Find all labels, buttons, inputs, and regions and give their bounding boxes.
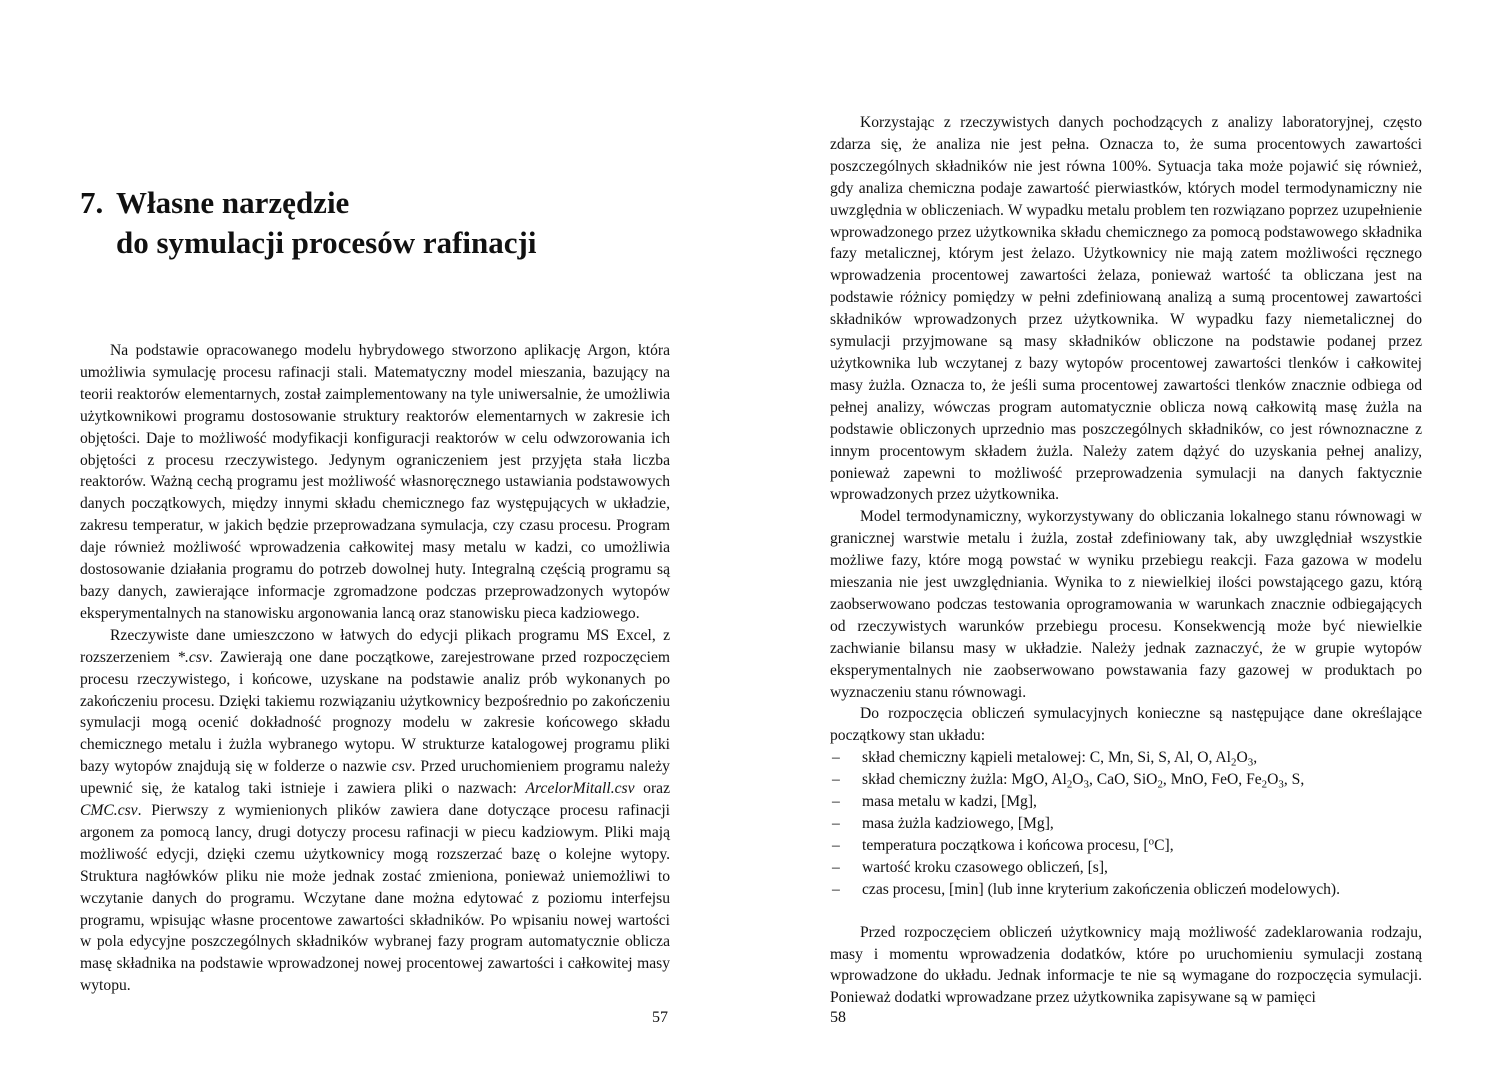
list-dash: – xyxy=(832,771,840,789)
paragraph: Model termodynamiczny, wykorzystywany do obliczania lokalnego stanu równowagi w granicznej warstwie metalu i żużla, został zdefiniowany tak, aby uwzględniał wszystkie możliwe fazy, które mogą powstać w wyniku przebiegu reakcji. Faza gazowa w modelu mieszania nie jest uwzględniania. Wynika to z niewielkiej ilości powstającego gazu, którą zaobserwowano podczas testowania oprogramowania w warunkach znacznie odbiegających od rzeczywistych warunków przebiegu procesu. Konsekwencją może być niewielkie zachwianie bilansu masy w układzie. Należy jednak zaznaczyć, że w grupie wytopów eksperymentalnych nie zaobserwowano powstawania fazy gazowej w produktach po wyznaczeniu stanu równowagi. xyxy=(830,508,1422,701)
text-run: masa metalu w kadzi, [Mg], xyxy=(862,793,1037,811)
subscript: 3 xyxy=(1083,778,1089,791)
subscript: 2 xyxy=(1066,778,1073,791)
file-name: ArcelorMitall.csv xyxy=(525,780,635,798)
text-run: wartość kroku czasowego obliczeń, [s], xyxy=(862,858,1108,876)
list-item xyxy=(830,747,1422,769)
text-run: . Zawierają one dane początkowe, zarejestrowane przed rozpoczęciem procesu rzeczywistego, i końcowe, uzyskane na podstawie analiz prób wykonanych po zakończeniu procesu. Dzięki takiemu rozwiązaniu użytkownicy bezpośrednio po zakończeniu symulacji mogą ocenić dokładność prognozy modelu w zakresie końcowego składu chemicznego metalu i żużla wybranego wytopu. W strukturze katalogowej programu pliki bazy wytopów znajdują się w folderze o nazwie xyxy=(80,648,671,776)
text-run: . Pierwszy z wymienionych plików zawiera dane dotyczące procesu rafinacji argonem za pomocą lancy, drugi dotyczy procesu rafinacji w piecu kadziowym. Pliki mają możliwość edycji, dzięki czemu użytkownicy mogą rozszerzać bazę o kolejne wytopy. Struktura nagłówków pliku nie może jednak zostać zmieniona, ponieważ uniemożliwi to wczytanie danych do programu. Wczytane dane można edytować z poziomu interfejsu programu, wpisując własne procentowe zawartości składników. Po wpisaniu nowej wartości w pola edycyjne poszczególnych składników wybranej fazy program automatycznie oblicza masę składnika na podstawie wprowadzonej nowej procentowej zawartości i całkowitej masy wytopu. xyxy=(80,802,670,995)
right-page xyxy=(750,0,1500,1091)
list-dash: – xyxy=(832,749,840,767)
list-item xyxy=(830,879,1422,901)
text-run: temperatura początkowa i końcowa procesu, [ xyxy=(862,836,1149,854)
subscript: 3 xyxy=(1247,756,1254,769)
paragraph: Do rozpoczęcia obliczeń symulacyjnych konieczne są następujące dane określające początkowy stan układu: xyxy=(830,705,1422,745)
text-run: , MnO, FeO, Fe xyxy=(1162,771,1262,789)
paragraph xyxy=(80,625,670,997)
text-run: O xyxy=(1236,749,1248,767)
right-body-text xyxy=(830,112,1422,1009)
list-dash: – xyxy=(832,836,840,854)
paragraph: Przed rozpoczęciem obliczeń użytkownicy mają możliwość zadeklarowania rodzaju, masy i momentu wprowadzenia dodatków, które po uruchomieniu symulacji zostaną wprowadzone do układu. Jednak informacje te nie są wymagane do rozpoczęcia symulacji. Ponieważ dodatki wprowadzane przez użytkownika zapisywane są w pamięci xyxy=(830,923,1422,1007)
list-item xyxy=(830,791,1422,813)
chapter-title-line1: Własne narzędzie xyxy=(116,185,350,220)
text-run: Rzeczywiste dane umieszczono w łatwych do edycji plikach programu MS Excel, z rozszerzeniem xyxy=(80,626,670,666)
page-number: 58 xyxy=(830,1009,846,1026)
paragraph: Na podstawie opracowanego modelu hybrydowego stworzono aplikację Argon, która umożliwia symulację procesu rafinacji stali. Matematyczny model mieszania, bazujący na teorii reaktorów elementarnych, został zaimplementowany na tyle uniwersalnie, że umożliwia użytkownikowi programu dostosowanie struktury reaktorów elementarnych w zakresie ich objętości. Daje to możliwość modyfikacji konfiguracji reaktorów w celu odwzorowania ich objętości z procesu rzeczywistego. Jedynym ograniczeniem jest przyjęta stała liczba reaktorów. Ważną cechą programu jest możliwość własnoręcznego ustawiania podstawowych danych początkowych, między innymi składu chemicznego faz występujących w układzie, zakresu temperatur, w jakich będzie przeprowadzana symulacja, czy czasu procesu. Program daje również możliwość wprowadzenia całkowitej masy metalu w kadzi, co umożliwia dostosowanie działania programu do potrzeb dowolnej huty. Integralną częścią programu są bazy danych, zawierające informacje zgromadzone podczas przeprowadzonych wytopów eksperymentalnych na stanowisku argonowania lancą oraz stanowisku pieca kadziowego. xyxy=(80,342,670,622)
subscript: 2 xyxy=(1157,778,1163,791)
superscript: o xyxy=(1148,835,1155,848)
list-item xyxy=(830,857,1422,879)
text-run: masa żużla kadziowego, [Mg], xyxy=(862,815,1054,832)
file-extension: *.csv xyxy=(177,648,209,666)
list-item xyxy=(830,835,1422,857)
parameter-list xyxy=(830,747,1422,900)
subscript: 2 xyxy=(1231,756,1237,769)
list-dash: – xyxy=(832,858,840,876)
text-run: O xyxy=(1267,771,1279,789)
chapter-number: 7. xyxy=(80,185,104,220)
subscript: 2 xyxy=(1261,778,1268,791)
file-name: CMC.csv xyxy=(80,802,138,820)
text-run: , xyxy=(1253,749,1258,767)
chapter-title xyxy=(80,183,680,263)
list-item xyxy=(830,813,1422,835)
list-dash: – xyxy=(832,793,840,811)
text-run: , S, xyxy=(1283,771,1305,789)
list-item xyxy=(830,769,1422,791)
text-run: oraz xyxy=(634,780,671,798)
chapter-title-line2: do symulacji procesów rafinacji xyxy=(116,225,537,260)
text-run: O xyxy=(1072,771,1084,789)
text-run: C], xyxy=(1154,836,1174,854)
subscript: 3 xyxy=(1278,778,1284,791)
text-run: skład chemiczny kąpieli metalowej: C, Mn, Si, S, Al, O, Al xyxy=(862,749,1232,767)
text-run: , CaO, SiO xyxy=(1089,771,1158,789)
paragraph: Korzystając z rzeczywistych danych pochodzących z analizy laboratoryjnej, często zdarza się, że analiza nie jest pełna. Oznacza to, że suma procentowych zawartości poszczególnych składników nie jest równa 100%. Sytuacja taka może pojawić się również, gdy analiza chemiczna podaje zawartość pierwiastków, których model termodynamiczny nie uwzględnia w obliczeniach. W wypadku metalu problem ten rozwiązano poprzez uzupełnienie wprowadzonego przez użytkownika składu chemicznego za pomocą podstawowego składnika fazy metalicznej, którym jest żelazo. Użytkownicy nie mają zatem możliwości ręcznego wprowadzenia procentowej zawartości żelaza, ponieważ wartość ta obliczana jest na podstawie różnicy pomiędzy w pełni zdefiniowaną analizą a sumą procentowej zawartości składników wprowadzonych przez użytkownika. W wypadku fazy niemetalicznej do symulacji przyjmowane są masy składników obliczone na podstawie podanej przez użytkownika lub wczytanej z bazy wytopów procentowej zawartości tlenków i całkowitej masy żużla. Oznacza to, że jeśli suma procentowej zawartości tlenków znacznie odbiega od pełnej analizy, wówczas program automatycznie oblicza nową całkowitą masę żużla na podstawie obliczonych uprzednio mas poszczególnych składników, co jest równoznaczne z innym procentowym składem żużla. Należy zatem dążyć do uzyskania pełnej analizy, ponieważ zapewni to możliwość przeprowadzenia symulacji na danych faktycznie wprowadzonych przez użytkownika. xyxy=(830,114,1422,504)
left-body-text xyxy=(80,340,670,997)
text-run: . Przed uruchomieniem programu należy upewnić się, że katalog taki istnieje i zawiera pliki o nazwach: xyxy=(80,758,670,798)
text-run: skład chemiczny żużla: MgO, Al xyxy=(862,771,1067,789)
list-dash: – xyxy=(832,815,840,832)
page-number: 57 xyxy=(652,1009,668,1026)
list-dash: – xyxy=(832,880,840,898)
text-run: czas procesu, [min] (lub inne kryterium zakończenia obliczeń modelowych). xyxy=(862,880,1341,898)
folder-name: csv xyxy=(391,758,412,776)
